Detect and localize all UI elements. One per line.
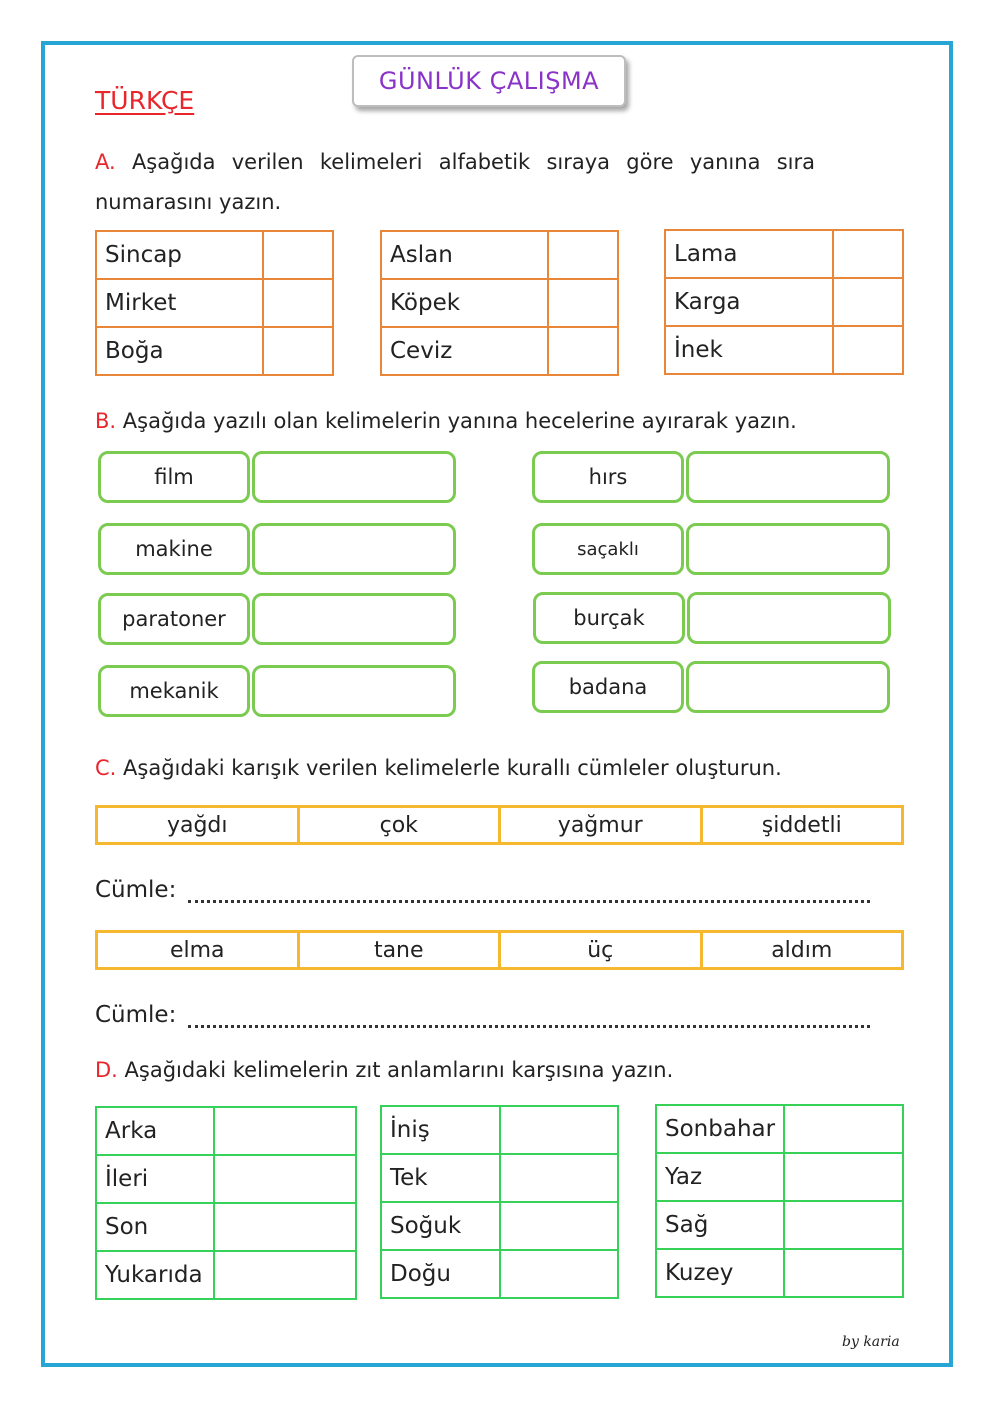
alphabet-table-2 [380, 230, 619, 376]
alphabet-word: Boğa [96, 327, 263, 375]
antonym-answer-cell[interactable] [784, 1105, 903, 1153]
word-strip-1 [95, 805, 904, 845]
antonym-word: Soğuk [381, 1202, 500, 1250]
alphabet-word: Sincap [96, 231, 263, 279]
antonym-answer-cell[interactable] [214, 1203, 356, 1251]
antonym-word: Kuzey [656, 1249, 784, 1297]
alphabet-word: Mirket [96, 279, 263, 327]
alphabet-word: Lama [665, 230, 833, 278]
section-b-letter: B. [95, 409, 117, 433]
alphabet-word: İnek [665, 326, 833, 374]
antonym-table-2 [380, 1105, 619, 1299]
jumbled-word: çok [298, 807, 500, 844]
antonym-word: Tek [381, 1154, 500, 1202]
sentence-answer-line[interactable] [188, 900, 870, 903]
antonym-word: İleri [96, 1155, 214, 1203]
alphabet-word: Köpek [381, 279, 548, 327]
section-a-letter: A. [95, 150, 116, 174]
order-answer-cell[interactable] [833, 230, 903, 278]
antonym-word: Sonbahar [656, 1105, 784, 1153]
syllable-word: burçak [533, 592, 685, 644]
order-answer-cell[interactable] [263, 231, 333, 279]
antonym-answer-cell[interactable] [500, 1106, 618, 1154]
antonym-word: Yaz [656, 1153, 784, 1201]
antonym-answer-cell[interactable] [214, 1251, 356, 1299]
syllable-word: mekanik [98, 665, 250, 717]
antonym-word: Yukarıda [96, 1251, 214, 1299]
jumbled-word: yağdı [97, 807, 299, 844]
alphabet-word: Karga [665, 278, 833, 326]
order-answer-cell[interactable] [833, 326, 903, 374]
syllable-answer-box[interactable] [686, 523, 890, 575]
antonym-answer-cell[interactable] [784, 1153, 903, 1201]
syllable-word: hırs [532, 451, 684, 503]
antonym-answer-cell[interactable] [784, 1201, 903, 1249]
order-answer-cell[interactable] [548, 327, 618, 375]
antonym-word: Sağ [656, 1201, 784, 1249]
section-c-letter: C. [95, 756, 117, 780]
syllable-answer-box[interactable] [252, 665, 456, 717]
antonym-answer-cell[interactable] [500, 1250, 618, 1298]
order-answer-cell[interactable] [548, 231, 618, 279]
syllable-answer-box[interactable] [686, 661, 890, 713]
syllable-word: film [98, 451, 250, 503]
order-answer-cell[interactable] [548, 279, 618, 327]
antonym-answer-cell[interactable] [500, 1202, 618, 1250]
sentence-label: Cümle: [95, 1002, 177, 1028]
word-strip-2 [95, 930, 904, 970]
syllable-answer-box[interactable] [687, 592, 891, 644]
antonym-word: Doğu [381, 1250, 500, 1298]
syllable-answer-box[interactable] [252, 451, 456, 503]
sentence-label: Cümle: [95, 877, 177, 903]
subject-label: TÜRKÇE [95, 86, 195, 115]
antonym-answer-cell[interactable] [214, 1155, 356, 1203]
section-d-letter: D. [95, 1058, 118, 1082]
syllable-word: paratoner [98, 593, 250, 645]
order-answer-cell[interactable] [263, 327, 333, 375]
alphabet-word: Aslan [381, 231, 548, 279]
jumbled-word: yağmur [500, 807, 702, 844]
antonym-answer-cell[interactable] [784, 1249, 903, 1297]
section-b-instruction: B. Aşağıda yazılı olan kelimelerin yanına hecelerine ayırarak yazın. [95, 409, 797, 433]
jumbled-word: şiddetli [701, 807, 903, 844]
author-signature: by karia [842, 1334, 900, 1350]
syllable-answer-box[interactable] [252, 593, 456, 645]
order-answer-cell[interactable] [263, 279, 333, 327]
antonym-table-1 [95, 1106, 357, 1300]
sentence-answer-line[interactable] [188, 1025, 870, 1028]
antonym-table-3 [655, 1104, 904, 1298]
antonym-answer-cell[interactable] [214, 1107, 356, 1155]
syllable-word: badana [532, 661, 684, 713]
syllable-answer-box[interactable] [686, 451, 890, 503]
jumbled-word: tane [298, 932, 500, 969]
jumbled-word: aldım [701, 932, 903, 969]
antonym-word: Son [96, 1203, 214, 1251]
jumbled-word: elma [97, 932, 299, 969]
syllable-word: saçaklı [532, 523, 684, 575]
order-answer-cell[interactable] [833, 278, 903, 326]
alphabet-word: Ceviz [381, 327, 548, 375]
alphabet-table-1 [95, 230, 334, 376]
alphabet-table-3 [664, 229, 904, 375]
syllable-answer-box[interactable] [252, 523, 456, 575]
section-d-instruction: D. Aşağıdaki kelimelerin zıt anlamlarını karşısına yazın. [95, 1058, 674, 1082]
antonym-word: İniş [381, 1106, 500, 1154]
antonym-answer-cell[interactable] [500, 1154, 618, 1202]
syllable-word: makine [98, 523, 250, 575]
page-title: GÜNLÜK ÇALIŞMA [352, 55, 626, 107]
section-a-instruction: A. Aşağıda verilen kelimeleri alfabetik sıraya göre yanına sıra numarasını yazın. [95, 150, 815, 214]
antonym-word: Arka [96, 1107, 214, 1155]
jumbled-word: üç [500, 932, 702, 969]
section-c-instruction: C. Aşağıdaki karışık verilen kelimelerle kurallı cümleler oluşturun. [95, 756, 782, 780]
